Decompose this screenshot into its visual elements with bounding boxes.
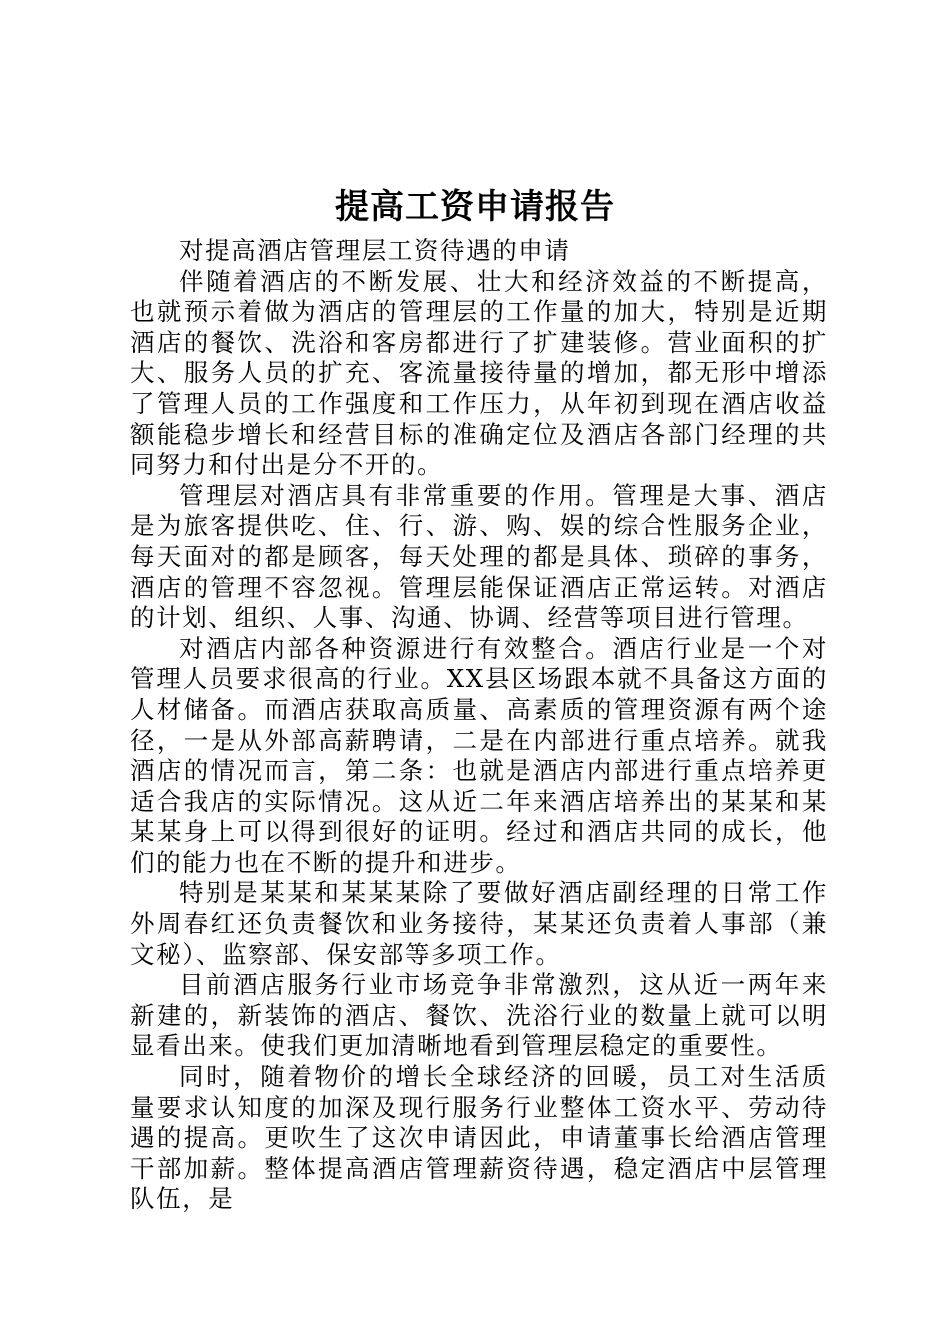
body-paragraph: 目前酒店服务行业市场竞争非常激烈，这从近一两年来新建的，新装饰的酒店、餐饮、洗浴行业的数量上就可以明显看出来。使我们更加清晰地看到管理层稳定的重要性。	[130, 970, 828, 1061]
body-paragraph: 特别是某某和某某某除了要做好酒店副经理的日常工作外周春红还负责餐饮和业务接待，某某还负责着人事部（兼文秘）、监察部、保安部等多项工作。	[130, 878, 828, 969]
body-paragraph: 伴随着酒店的不断发展、壮大和经济效益的不断提高，也就预示着做为酒店的管理层的工作量的加大，特别是近期酒店的餐饮、洗浴和客房都进行了扩建装修。营业面积的扩大、服务人员的扩充、客流量接待量的增加，都无形中增添了管理人员的工作强度和工作压力，从年初到现在酒店收益额能稳步增长和经营目标的准确定位及酒店各部门经理的共同努力和付出是分不开的。	[130, 266, 828, 480]
document-subtitle: 对提高酒店管理层工资待遇的申请	[179, 236, 571, 265]
body-paragraph: 同时，随着物价的增长全球经济的回暖，员工对生活质量要求认知度的加深及现行服务行业整体工资水平、劳动待遇的提高。更吹生了这次申请因此，申请董事长给酒店管理干部加薪。整体提高酒店管理薪资待遇，稳定酒店中层管理队伍，是	[130, 1062, 828, 1214]
body-paragraph: 管理层对酒店具有非常重要的作用。管理是大事、酒店是为旅客提供吃、住、行、游、购、娱的综合性服务企业，每天面对的都是顾客，每天处理的都是具体、琐碎的事务，酒店的管理不容忽视。管理层能保证酒店正常运转。对酒店的计划、组织、人事、沟通、协调、经营等项目进行管理。	[130, 480, 828, 633]
body-paragraph: 对酒店内部各种资源进行有效整合。酒店行业是一个对管理人员要求很高的行业。XX县区场跟本就不具备这方面的人材储备。而酒店获取高质量、高素质的管理资源有两个途径，一是从外部高薪聘请，二是在内部进行重点培养。就我酒店的情况而言，第二条：也就是酒店内部进行重点培养更适合我店的实际情况。这从近二年来酒店培养出的某某和某某某身上可以得到很好的证明。经过和酒店共同的成长，他们的能力也在不断的提升和进步。	[130, 633, 828, 877]
document-title: 提高工资申请报告	[335, 187, 615, 227]
document-body	[130, 236, 828, 1215]
